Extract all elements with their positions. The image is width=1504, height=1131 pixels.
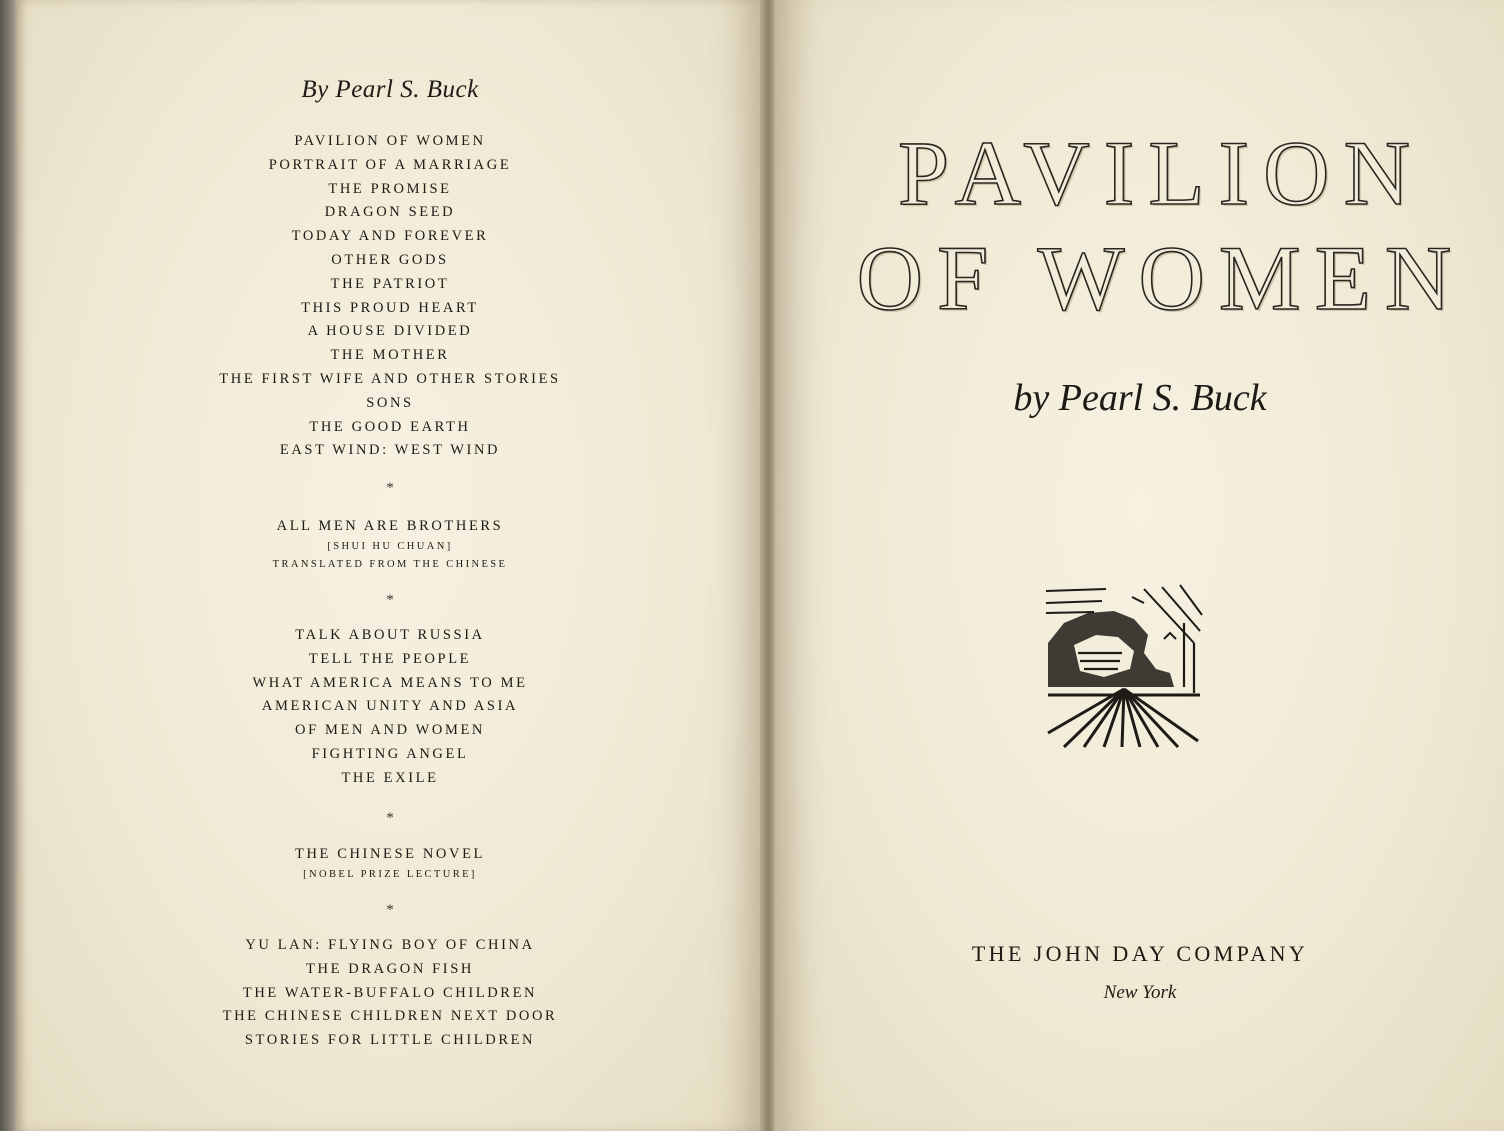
- list-item: THE MOTHER: [330, 347, 450, 364]
- list-item: TODAY AND FOREVER: [291, 228, 489, 245]
- list-item: THE PROMISE: [328, 180, 452, 197]
- list-item: THE CHINESE CHILDREN NEXT DOOR: [222, 1008, 558, 1025]
- list-item: STORIES FOR LITTLE CHILDREN: [244, 1032, 536, 1049]
- list-item: WHAT AMERICA MEANS TO ME: [252, 674, 528, 691]
- nonfiction-list: [18, 624, 762, 791]
- list-item: EAST WIND: WEST WIND: [279, 442, 501, 459]
- translation-entry: [18, 514, 762, 574]
- list-item: A HOUSE DIVIDED: [307, 323, 473, 340]
- list-item: THE PATRIOT: [330, 275, 450, 292]
- title-page: [776, 0, 1504, 1131]
- section-separator: *: [386, 480, 394, 496]
- list-item: THIS PROUD HEART: [301, 299, 479, 316]
- list-item: AMERICAN UNITY AND ASIA: [261, 698, 519, 715]
- list-item: YU LAN: FLYING BOY OF CHINA: [245, 937, 535, 953]
- list-item: TELL THE PEOPLE: [308, 650, 472, 667]
- novels-list: [18, 130, 762, 463]
- publisher-name: THE JOHN DAY COMPANY: [971, 941, 1309, 966]
- children-books-list: [18, 934, 762, 1053]
- book-title-line2: OF WOMEN: [856, 227, 1466, 329]
- list-item: THE WATER-BUFFALO CHILDREN: [242, 984, 538, 1001]
- section-separator: *: [386, 902, 394, 918]
- translation-title: ALL MEN ARE BROTHERS: [276, 518, 504, 534]
- list-item: THE DRAGON FISH: [306, 960, 474, 977]
- list-item: PAVILION OF WOMEN: [294, 133, 486, 149]
- publisher-city: New York: [1103, 982, 1177, 1003]
- section-separator: *: [386, 810, 394, 826]
- list-item: PORTRAIT OF A MARRIAGE: [268, 156, 512, 173]
- list-item: THE FIRST WIFE AND OTHER STORIES: [219, 370, 561, 387]
- list-item: FIGHTING ANGEL: [311, 745, 469, 762]
- also-by-heading: By Pearl S. Buck: [301, 76, 479, 103]
- list-item: OF MEN AND WOMEN: [295, 722, 485, 739]
- translation-note: TRANSLATED FROM THE CHINESE: [272, 559, 508, 570]
- list-item: OTHER GODS: [331, 251, 449, 268]
- lecture-subtitle: [NOBEL PRIZE LECTURE]: [303, 869, 477, 880]
- book-edge: [0, 0, 20, 1131]
- lecture-entry: [18, 842, 762, 884]
- list-item: THE EXILE: [341, 769, 439, 786]
- author-byline: by Pearl S. Buck: [1013, 377, 1267, 419]
- translation-subtitle: [SHUI HU CHUAN]: [327, 541, 453, 552]
- list-item: DRAGON SEED: [324, 204, 456, 221]
- list-item: THE GOOD EARTH: [309, 418, 471, 435]
- lecture-title: THE CHINESE NOVEL: [295, 846, 485, 862]
- woodcut-landscape-icon: [1044, 583, 1204, 749]
- section-separator: *: [386, 592, 394, 608]
- list-item: SONS: [366, 394, 414, 411]
- left-page: [18, 0, 762, 1131]
- book-title-line1: PAVILION: [897, 122, 1425, 224]
- list-item: TALK ABOUT RUSSIA: [295, 627, 485, 643]
